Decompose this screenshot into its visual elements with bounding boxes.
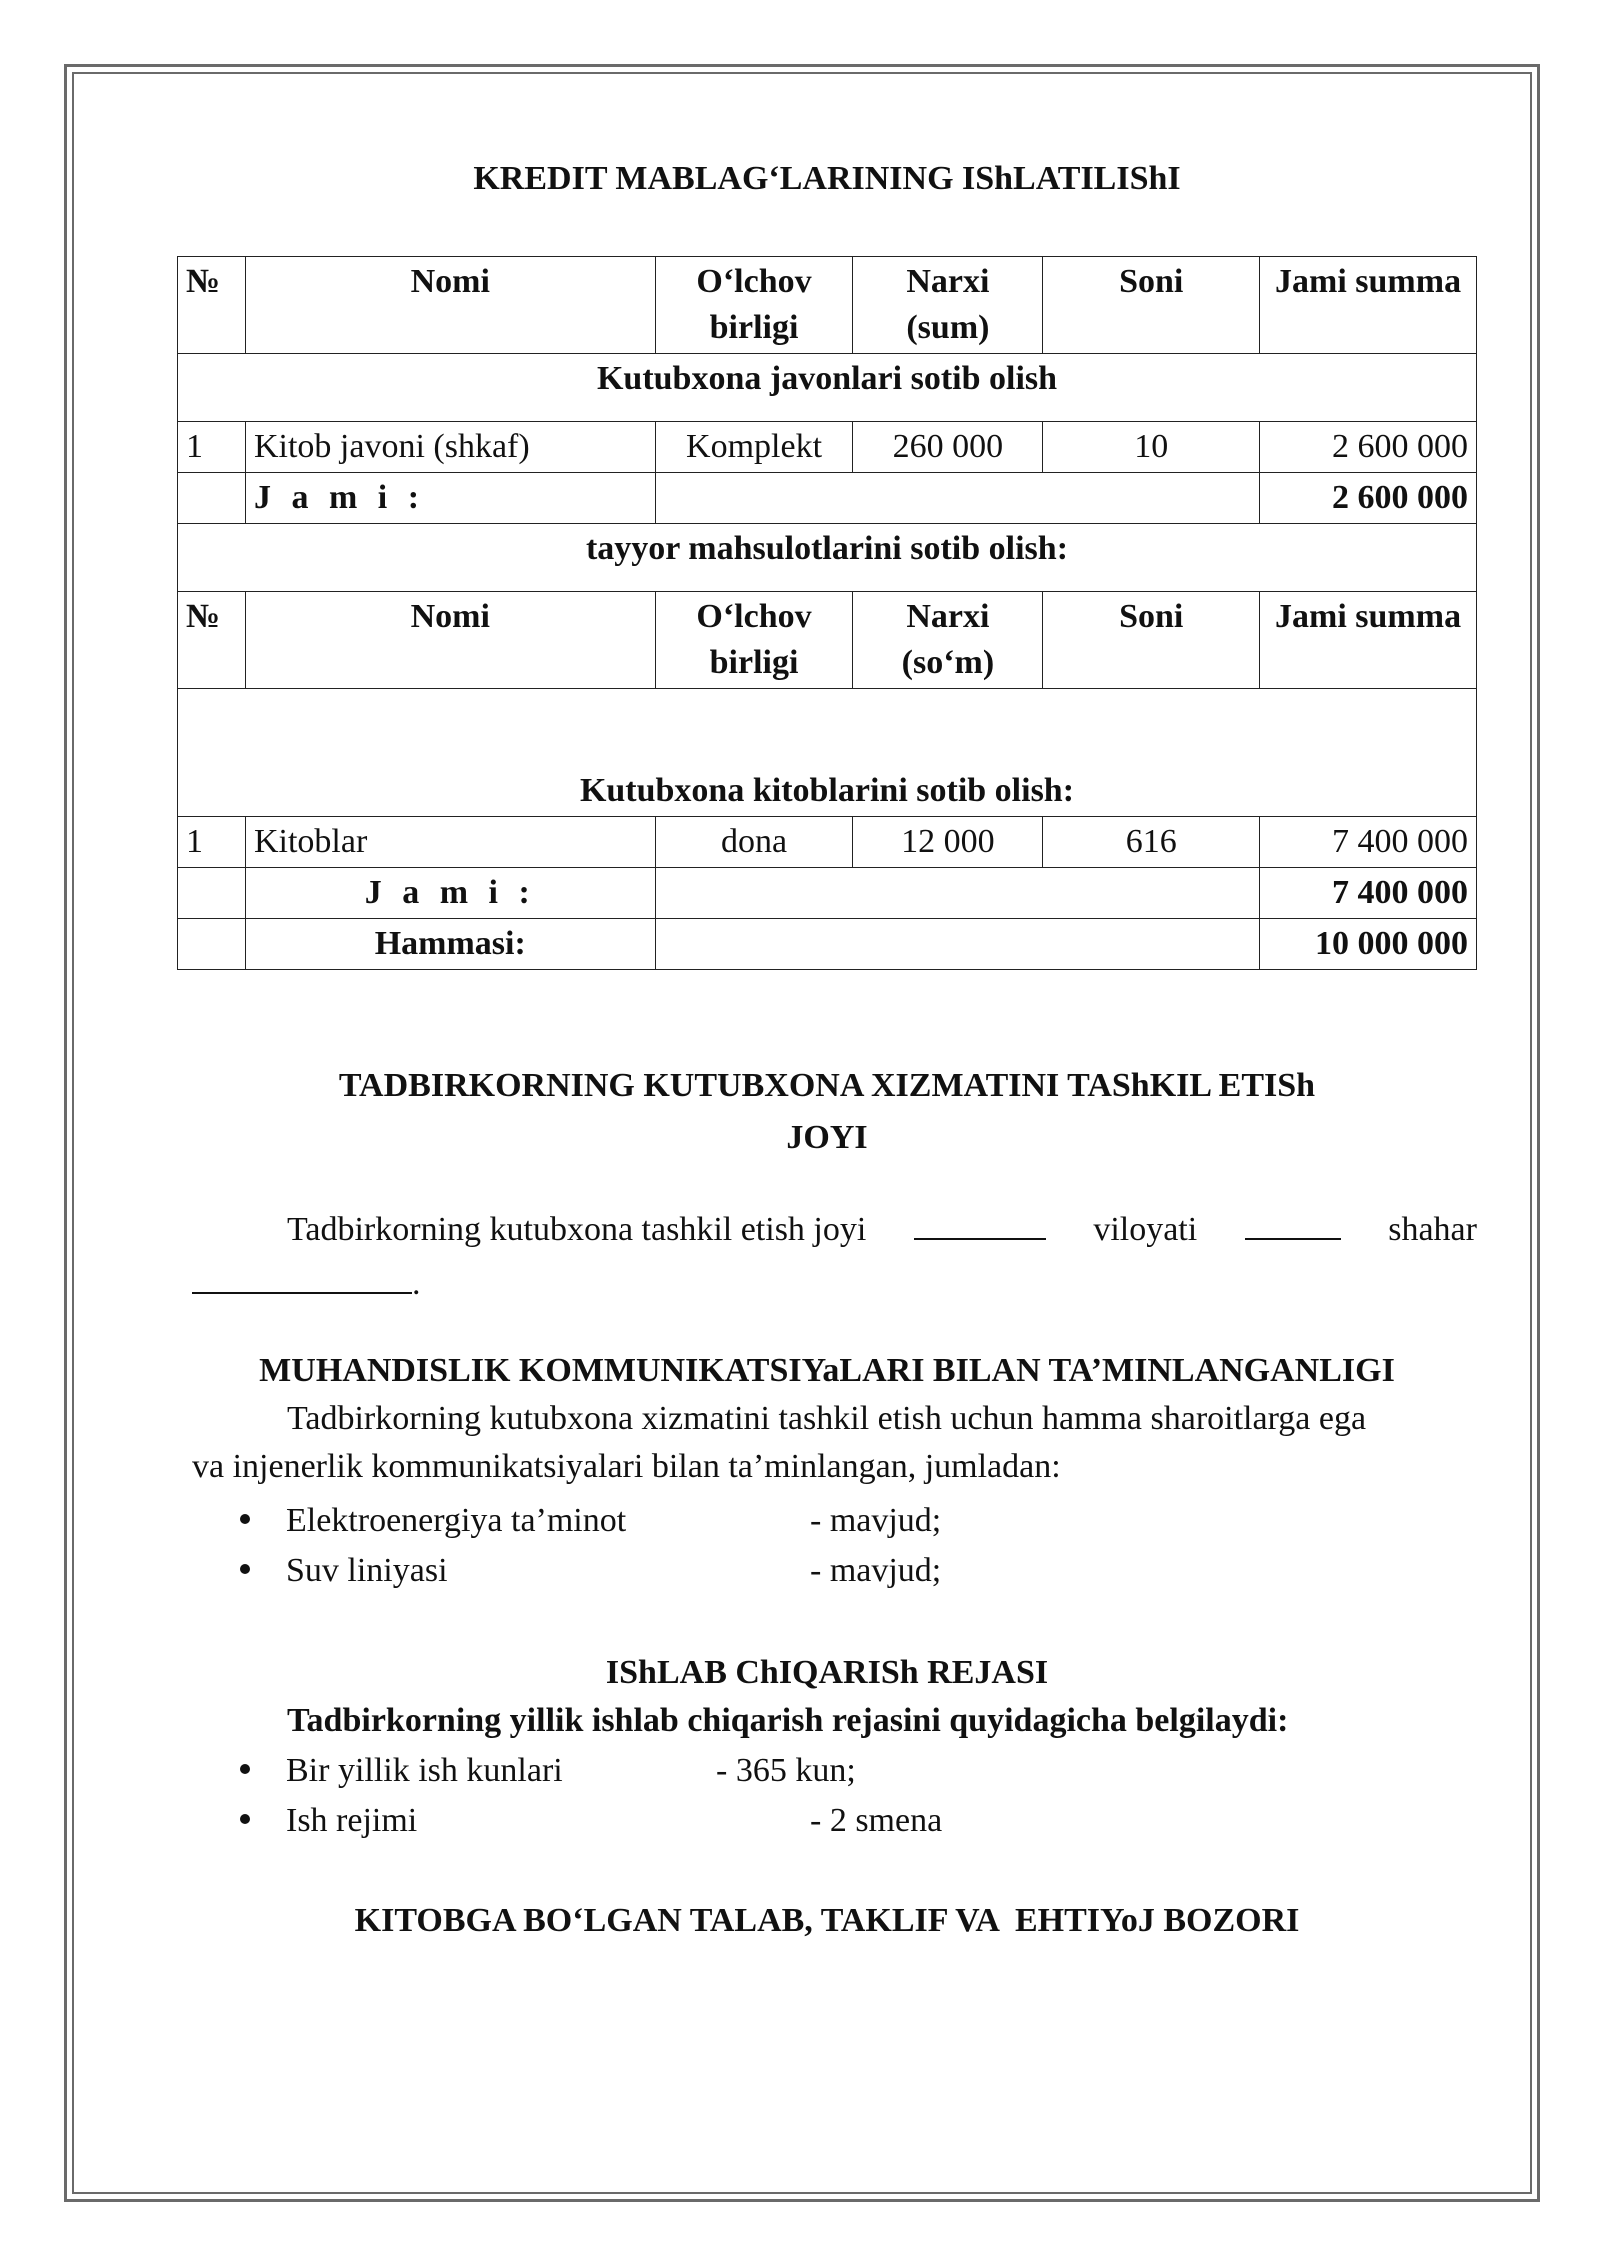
row2-qty: 616 bbox=[1043, 817, 1260, 868]
place-line2 bbox=[192, 1262, 421, 1303]
section-products: tayyor mahsulotlarini sotib olish: bbox=[178, 524, 1477, 592]
header-name: Nomi bbox=[245, 257, 655, 354]
item-name: Bir yillik ish kunlari bbox=[286, 1752, 563, 1789]
place-title bbox=[177, 1060, 1477, 1164]
row2-total: 7 400 000 bbox=[1260, 817, 1477, 868]
place-text-end: . bbox=[412, 1265, 421, 1302]
comm-item-electric-value: - mavjud; bbox=[810, 1502, 942, 1539]
comm-line2: va injenerlik kommunikatsiyalari bilan ta’minlangan, jumladan: bbox=[192, 1448, 1061, 1485]
city-blank bbox=[1245, 1208, 1341, 1240]
table-header-row bbox=[178, 257, 1477, 354]
place-text-b: viloyati bbox=[1093, 1211, 1198, 1248]
region-blank bbox=[914, 1208, 1046, 1240]
header2-no: № bbox=[178, 592, 246, 689]
row2-unit: dona bbox=[655, 817, 853, 868]
row2-no: 1 bbox=[178, 817, 246, 868]
plan-item-mode bbox=[240, 1802, 417, 1840]
comm-line1: Tadbirkorning kutubxona xizmatini tashkil etish uchun hamma sharoitlarga ega bbox=[287, 1400, 1367, 1437]
place-text-c: shahar bbox=[1388, 1211, 1477, 1248]
comm-item-water bbox=[240, 1552, 448, 1590]
row2-name: Kitoblar bbox=[245, 817, 655, 868]
place-title-line1: TADBIRKORNING KUTUBXONA XIZMATINI TAShKIL ETISh bbox=[338, 1067, 1316, 1104]
plan-item-days-value: - 365 kun; bbox=[716, 1752, 856, 1789]
bullet-icon bbox=[240, 1814, 250, 1824]
market-title: KITOBGA BO‘LGAN TALAB, TAKLIF VA EHTIYoJ BOZORI bbox=[354, 1902, 1300, 1939]
jami1-value: 2 600 000 bbox=[1260, 473, 1477, 524]
row1-qty: 10 bbox=[1043, 422, 1260, 473]
plan-subtitle: Tadbirkorning yillik ishlab chiqarish rejasini quyidagicha belgilaydi: bbox=[287, 1702, 1289, 1739]
place-line bbox=[287, 1208, 1477, 1249]
section-shelves: Kutubxona javonlari sotib olish bbox=[178, 354, 1477, 422]
empty-cell bbox=[655, 473, 1260, 524]
header2-qty: Soni bbox=[1043, 592, 1260, 689]
item-name: Suv liniyasi bbox=[286, 1552, 448, 1589]
header-no: № bbox=[178, 257, 246, 354]
item-name: Elektroenergiya ta’minot bbox=[286, 1502, 627, 1539]
bullet-icon bbox=[240, 1564, 250, 1574]
place-title-line2: JOYI bbox=[786, 1119, 868, 1156]
plan-item-mode-value: - 2 smena bbox=[810, 1802, 943, 1839]
section-row bbox=[178, 524, 1477, 592]
empty-cell bbox=[655, 919, 1260, 970]
empty-cell bbox=[178, 868, 246, 919]
table-header-row bbox=[178, 592, 1477, 689]
address-blank bbox=[192, 1262, 412, 1294]
header2-total: Jami summa bbox=[1260, 592, 1477, 689]
header-qty: Soni bbox=[1043, 257, 1260, 354]
section-row bbox=[178, 689, 1477, 817]
total-row bbox=[178, 919, 1477, 970]
table-row bbox=[178, 422, 1477, 473]
place-text-a: Tadbirkorning kutubxona tashkil etish joyi bbox=[287, 1211, 867, 1248]
hammasi-value: 10 000 000 bbox=[1260, 919, 1477, 970]
credit-table bbox=[177, 256, 1477, 970]
jami1-label: J a m i : bbox=[245, 473, 655, 524]
header2-price: Narxi (so‘m) bbox=[853, 592, 1043, 689]
row1-unit: Komplekt bbox=[655, 422, 853, 473]
empty-cell bbox=[655, 868, 1260, 919]
subtotal-row bbox=[178, 868, 1477, 919]
item-name: Ish rejimi bbox=[286, 1802, 418, 1839]
hammasi-label: Hammasi: bbox=[245, 919, 655, 970]
jami2-value: 7 400 000 bbox=[1260, 868, 1477, 919]
subtotal-row bbox=[178, 473, 1477, 524]
header2-name: Nomi bbox=[245, 592, 655, 689]
bullet-icon bbox=[240, 1514, 250, 1524]
header-total: Jami summa bbox=[1260, 257, 1477, 354]
header2-unit: O‘lchov birligi bbox=[655, 592, 853, 689]
plan-item-days bbox=[240, 1752, 563, 1790]
row1-price: 260 000 bbox=[853, 422, 1043, 473]
bullet-icon bbox=[240, 1764, 250, 1774]
row2-price: 12 000 bbox=[853, 817, 1043, 868]
jami2-label: J a m i : bbox=[245, 868, 655, 919]
row1-name: Kitob javoni (shkaf) bbox=[245, 422, 655, 473]
empty-cell bbox=[178, 473, 246, 524]
row1-no: 1 bbox=[178, 422, 246, 473]
comm-item-water-value: - mavjud; bbox=[810, 1552, 942, 1589]
comm-item-electric bbox=[240, 1502, 626, 1540]
row1-total: 2 600 000 bbox=[1260, 422, 1477, 473]
credit-title: KREDIT MABLAG‘LARINING IShLATILIShI bbox=[473, 160, 1181, 197]
section-row bbox=[178, 354, 1477, 422]
table-row bbox=[178, 817, 1477, 868]
comm-title: MUHANDISLIK KOMMUNIKATSIYaLARI BILAN TA’MINLANGANLIGI bbox=[259, 1352, 1395, 1389]
plan-title: IShLAB ChIQARISh REJASI bbox=[605, 1654, 1049, 1691]
header-unit: O‘lchov birligi bbox=[655, 257, 853, 354]
section-books: Kutubxona kitoblarini sotib olish: bbox=[178, 689, 1477, 817]
header-price: Narxi (sum) bbox=[853, 257, 1043, 354]
empty-cell bbox=[178, 919, 246, 970]
